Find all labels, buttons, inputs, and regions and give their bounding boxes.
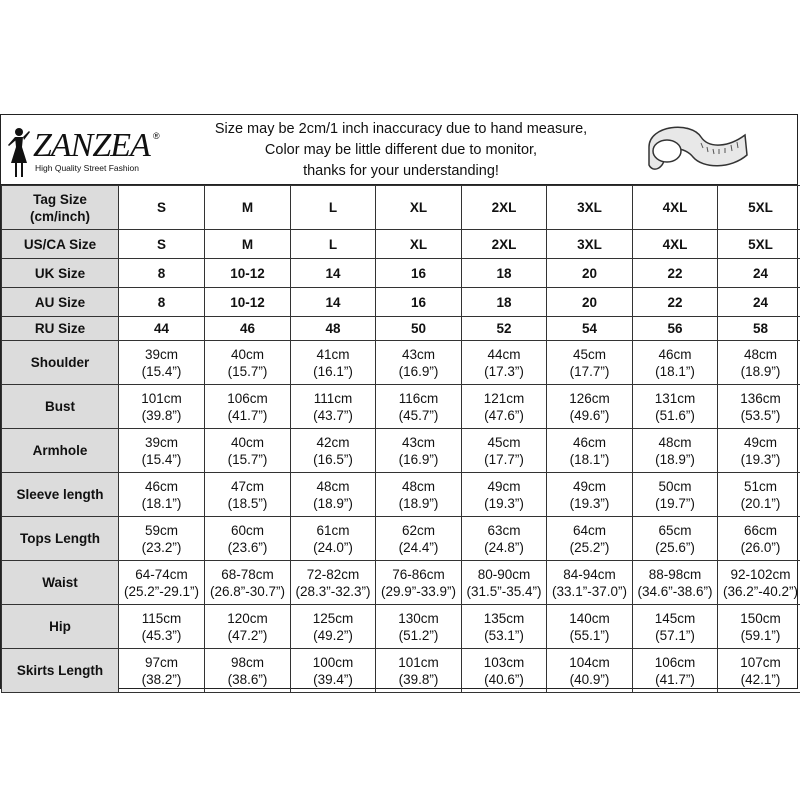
- inch-value: (16.5”): [313, 451, 353, 467]
- size-row: [2, 186, 800, 230]
- cm-value: 65cm: [658, 522, 692, 538]
- size-cell: 18: [462, 288, 547, 317]
- inch-value: (43.7”): [313, 407, 353, 423]
- cm-value: 97cm: [144, 654, 178, 670]
- row-label: Sleeve length: [2, 473, 119, 517]
- measurement-cell: [633, 517, 718, 561]
- size-chart: [0, 114, 798, 689]
- inch-value: (42.1”): [740, 671, 781, 687]
- cm-value: 48cm: [658, 434, 692, 450]
- size-cell: XL: [376, 230, 462, 259]
- measurement-cell: [718, 561, 800, 605]
- cm-value: 106cm: [227, 390, 268, 406]
- cm-value: 61cm: [316, 522, 350, 538]
- measurement-cell: [291, 605, 376, 649]
- inch-value: (18.1”): [655, 363, 695, 379]
- inch-value: (15.7”): [227, 363, 268, 379]
- inch-value: (15.7”): [227, 451, 268, 467]
- cm-value: 103cm: [483, 654, 525, 670]
- inch-value: (23.2”): [141, 539, 182, 555]
- cm-value: 44cm: [487, 346, 521, 362]
- inch-value: (57.1”): [655, 627, 695, 643]
- cm-value: 145cm: [654, 610, 696, 626]
- inch-value: (19.3”): [740, 451, 781, 467]
- cm-value: 101cm: [141, 390, 182, 406]
- measurement-cell: [291, 649, 376, 693]
- inch-value: (26.8”-30.7”): [209, 583, 286, 599]
- inch-value: (18.1”): [569, 451, 610, 467]
- inch-value: (41.7”): [227, 407, 268, 423]
- size-cell: 14: [291, 259, 376, 288]
- cm-value: 72-82cm: [306, 566, 360, 582]
- measurement-cell: [376, 649, 462, 693]
- row-label: [2, 186, 119, 230]
- inch-value: (59.1”): [740, 627, 781, 643]
- inch-value: (49.6”): [569, 407, 610, 423]
- measurement-cell: [718, 429, 800, 473]
- cm-value: 45cm: [572, 346, 606, 362]
- inch-value: (31.5”-35.4”): [466, 583, 542, 599]
- measurement-cell: [119, 561, 205, 605]
- size-cell: 48: [291, 317, 376, 341]
- measurement-cell: [205, 649, 291, 693]
- row-label: UK Size: [2, 259, 119, 288]
- measurement-row: [2, 385, 800, 429]
- cm-value: 84-94cm: [563, 566, 616, 582]
- cm-value: 43cm: [401, 434, 435, 450]
- inch-value: (53.5”): [740, 407, 781, 423]
- size-cell: 50: [376, 317, 462, 341]
- measurement-row: [2, 341, 800, 385]
- inch-value: (49.2”): [313, 627, 353, 643]
- inch-value: (18.9”): [398, 495, 439, 511]
- cm-value: 48cm: [316, 478, 350, 494]
- inch-value: (39.8”): [398, 671, 439, 687]
- size-cell: 2XL: [462, 186, 547, 230]
- inch-value: (17.7”): [569, 363, 610, 379]
- measurement-cell: [205, 429, 291, 473]
- measurement-cell: [718, 473, 800, 517]
- cm-value: 66cm: [743, 522, 777, 538]
- cm-value: 116cm: [398, 390, 439, 406]
- inch-value: (47.6”): [484, 407, 524, 423]
- cm-value: 49cm: [572, 478, 606, 494]
- inch-value: (25.2”): [569, 539, 610, 555]
- cm-value: 46cm: [658, 346, 692, 362]
- measurement-cell: [376, 561, 462, 605]
- size-row: [2, 230, 800, 259]
- inch-value: (33.1”-37.0”): [551, 583, 628, 599]
- size-cell: 46: [205, 317, 291, 341]
- cm-value: 42cm: [316, 434, 350, 450]
- cm-value: 43cm: [401, 346, 435, 362]
- measurement-cell: [119, 605, 205, 649]
- row-label: Bust: [2, 385, 119, 429]
- measurement-cell: [462, 605, 547, 649]
- row-label: RU Size: [2, 317, 119, 341]
- measurement-notice: [206, 119, 596, 182]
- row-label-line: Tag Size: [33, 191, 87, 207]
- measurement-cell: [547, 429, 633, 473]
- size-cell: S: [119, 230, 205, 259]
- inch-value: (17.3”): [484, 363, 524, 379]
- cm-value: 131cm: [654, 390, 696, 406]
- measurement-cell: [547, 649, 633, 693]
- woman-silhouette-icon: [5, 123, 35, 181]
- size-cell: 10-12: [205, 288, 291, 317]
- measurement-row: [2, 429, 800, 473]
- measurement-cell: [205, 341, 291, 385]
- inch-value: (45.3”): [141, 627, 182, 643]
- cm-value: 62cm: [401, 522, 435, 538]
- cm-value: 41cm: [316, 346, 350, 362]
- size-row: [2, 317, 800, 341]
- cm-value: 125cm: [312, 610, 354, 626]
- inch-value: (36.2”-40.2”): [722, 583, 799, 599]
- inch-value: (18.1”): [141, 495, 182, 511]
- size-cell: 54: [547, 317, 633, 341]
- size-cell: 20: [547, 259, 633, 288]
- measurement-cell: [291, 385, 376, 429]
- inch-value: (34.6”-38.6”): [637, 583, 713, 599]
- cm-value: 39cm: [144, 346, 178, 362]
- size-cell: 4XL: [633, 186, 718, 230]
- measurement-cell: [462, 649, 547, 693]
- size-cell: M: [205, 186, 291, 230]
- measurement-cell: [462, 517, 547, 561]
- inch-value: (19.7”): [655, 495, 695, 511]
- inch-value: (28.3”-32.3”): [295, 583, 371, 599]
- measurement-cell: [462, 473, 547, 517]
- cm-value: 126cm: [569, 390, 610, 406]
- size-cell: 8: [119, 288, 205, 317]
- cm-value: 59cm: [144, 522, 178, 538]
- cm-value: 136cm: [740, 390, 781, 406]
- cm-value: 40cm: [230, 434, 264, 450]
- measurement-cell: [119, 649, 205, 693]
- inch-value: (39.8”): [141, 407, 182, 423]
- inch-value: (15.4”): [141, 451, 182, 467]
- measurement-cell: [547, 341, 633, 385]
- size-cell: 56: [633, 317, 718, 341]
- size-cell: L: [291, 186, 376, 230]
- inch-value: (18.9”): [313, 495, 353, 511]
- size-cell: 16: [376, 259, 462, 288]
- measurement-cell: [462, 385, 547, 429]
- size-cell: S: [119, 186, 205, 230]
- cm-value: 135cm: [483, 610, 525, 626]
- size-row: [2, 259, 800, 288]
- cm-value: 39cm: [144, 434, 178, 450]
- measurement-cell: [718, 385, 800, 429]
- cm-value: 63cm: [487, 522, 521, 538]
- size-cell: 2XL: [462, 230, 547, 259]
- measurement-cell: [718, 517, 800, 561]
- measurement-cell: [462, 341, 547, 385]
- inch-value: (19.3”): [484, 495, 524, 511]
- cm-value: 111cm: [313, 390, 353, 406]
- measurement-cell: [718, 605, 800, 649]
- inch-value: (17.7”): [484, 451, 524, 467]
- measurement-cell: [205, 561, 291, 605]
- inch-value: (29.9”-33.9”): [380, 583, 457, 599]
- measurement-cell: [633, 429, 718, 473]
- measurement-cell: [633, 341, 718, 385]
- cm-value: 68-78cm: [221, 566, 274, 582]
- inch-value: (20.1”): [740, 495, 781, 511]
- row-label: Skirts Length: [2, 649, 119, 693]
- size-table: [1, 185, 800, 693]
- measurement-cell: [718, 341, 800, 385]
- inch-value: (19.3”): [569, 495, 610, 511]
- measurement-cell: [376, 385, 462, 429]
- measurement-cell: [718, 649, 800, 693]
- measurement-cell: [547, 517, 633, 561]
- measurement-cell: [547, 605, 633, 649]
- row-label: Hip: [2, 605, 119, 649]
- measurement-cell: [291, 561, 376, 605]
- row-label: Waist: [2, 561, 119, 605]
- cm-value: 104cm: [569, 654, 610, 670]
- inch-value: (24.4”): [398, 539, 439, 555]
- row-label: Armhole: [2, 429, 119, 473]
- row-label: AU Size: [2, 288, 119, 317]
- size-cell: 16: [376, 288, 462, 317]
- cm-value: 47cm: [230, 478, 264, 494]
- measurement-row: [2, 473, 800, 517]
- measurement-cell: [205, 517, 291, 561]
- inch-value: (25.2”-29.1”): [123, 583, 200, 599]
- cm-value: 45cm: [487, 434, 521, 450]
- size-row: [2, 288, 800, 317]
- brand-logo: [5, 123, 205, 181]
- measurement-rows: [2, 341, 800, 693]
- measurement-cell: [633, 605, 718, 649]
- inch-value: (15.4”): [141, 363, 182, 379]
- size-cell: 4XL: [633, 230, 718, 259]
- measurement-cell: [119, 385, 205, 429]
- notice-line: Color may be little different due to monitor,: [264, 142, 538, 158]
- measurement-cell: [205, 473, 291, 517]
- inch-value: (16.1”): [313, 363, 353, 379]
- cm-value: 64-74cm: [135, 566, 188, 582]
- measurement-cell: [547, 473, 633, 517]
- size-cell: 52: [462, 317, 547, 341]
- row-label: US/CA Size: [2, 230, 119, 259]
- measurement-cell: [291, 473, 376, 517]
- chart-header: [1, 115, 797, 185]
- cm-value: 130cm: [398, 610, 439, 626]
- cm-value: 106cm: [654, 654, 696, 670]
- measurement-cell: [119, 341, 205, 385]
- measurement-cell: [633, 561, 718, 605]
- cm-value: 46cm: [144, 478, 178, 494]
- cm-value: 49cm: [487, 478, 521, 494]
- cm-value: 88-98cm: [648, 566, 702, 582]
- inch-value: (53.1”): [484, 627, 524, 643]
- measurement-cell: [291, 517, 376, 561]
- measurement-row: [2, 517, 800, 561]
- inch-value: (16.9”): [398, 451, 439, 467]
- measurement-cell: [462, 429, 547, 473]
- measurement-cell: [376, 341, 462, 385]
- size-cell: 20: [547, 288, 633, 317]
- measurement-cell: [547, 561, 633, 605]
- size-cell: 22: [633, 288, 718, 317]
- inch-value: (47.2”): [227, 627, 268, 643]
- size-cell: M: [205, 230, 291, 259]
- cm-value: 40cm: [230, 346, 264, 362]
- brand-tagline: High Quality Street Fashion: [35, 163, 139, 173]
- measurement-cell: [462, 561, 547, 605]
- cm-value: 76-86cm: [392, 566, 445, 582]
- inch-value: (55.1”): [569, 627, 610, 643]
- inch-value: (40.9”): [569, 671, 610, 687]
- notice-line: thanks for your understanding!: [303, 163, 499, 179]
- cm-value: 92-102cm: [730, 566, 791, 582]
- measurement-cell: [119, 517, 205, 561]
- size-cell: 3XL: [547, 230, 633, 259]
- row-label: Tops Length: [2, 517, 119, 561]
- cm-value: 50cm: [658, 478, 692, 494]
- cm-value: 101cm: [398, 654, 439, 670]
- cm-value: 48cm: [743, 346, 777, 362]
- cm-value: 64cm: [572, 522, 606, 538]
- size-cell: 24: [718, 259, 800, 288]
- notice-line: Size may be 2cm/1 inch inaccuracy due to hand measure,: [214, 121, 588, 137]
- cm-value: 140cm: [569, 610, 610, 626]
- cm-value: 115cm: [141, 610, 182, 626]
- inch-value: (23.6”): [227, 539, 268, 555]
- cm-value: 46cm: [572, 434, 606, 450]
- inch-value: (18.9”): [740, 363, 781, 379]
- measurement-cell: [376, 517, 462, 561]
- row-label: Shoulder: [2, 341, 119, 385]
- cm-value: 51cm: [743, 478, 777, 494]
- measurement-row: [2, 561, 800, 605]
- inch-value: (38.6”): [227, 671, 268, 687]
- size-cell: 8: [119, 259, 205, 288]
- size-cell: 3XL: [547, 186, 633, 230]
- cm-value: 98cm: [230, 654, 264, 670]
- cm-value: 150cm: [740, 610, 781, 626]
- measurement-cell: [119, 473, 205, 517]
- cm-value: 49cm: [743, 434, 777, 450]
- cm-value: 48cm: [401, 478, 435, 494]
- cm-value: 80-90cm: [477, 566, 531, 582]
- inch-value: (45.7”): [398, 407, 439, 423]
- size-cell: XL: [376, 186, 462, 230]
- size-cell: 10-12: [205, 259, 291, 288]
- inch-value: (24.8”): [484, 539, 524, 555]
- measurement-cell: [205, 385, 291, 429]
- measurement-cell: [633, 649, 718, 693]
- measurement-cell: [119, 429, 205, 473]
- measurement-cell: [376, 605, 462, 649]
- size-cell: 14: [291, 288, 376, 317]
- size-cell: 5XL: [718, 230, 800, 259]
- size-cell: 22: [633, 259, 718, 288]
- cm-value: 121cm: [483, 390, 525, 406]
- measurement-cell: [547, 385, 633, 429]
- measurement-cell: [633, 473, 718, 517]
- measurement-cell: [291, 429, 376, 473]
- inch-value: (39.4”): [313, 671, 353, 687]
- row-label-line: (cm/inch): [29, 208, 90, 224]
- inch-value: (18.9”): [655, 451, 695, 467]
- inch-value: (26.0”): [740, 539, 781, 555]
- measurement-cell: [633, 385, 718, 429]
- inch-value: (25.6”): [655, 539, 695, 555]
- size-cell: 44: [119, 317, 205, 341]
- registered-mark: ®: [153, 131, 160, 141]
- measurement-cell: [205, 605, 291, 649]
- size-cell: 24: [718, 288, 800, 317]
- inch-value: (40.6”): [484, 671, 524, 687]
- measurement-cell: [376, 473, 462, 517]
- inch-value: (41.7”): [655, 671, 695, 687]
- inch-value: (51.2”): [398, 627, 439, 643]
- size-cell: 5XL: [718, 186, 800, 230]
- cm-value: 100cm: [312, 654, 354, 670]
- size-rows: [2, 186, 800, 341]
- inch-value: (51.6”): [655, 407, 695, 423]
- size-cell: L: [291, 230, 376, 259]
- inch-value: (18.5”): [227, 495, 268, 511]
- size-cell: 18: [462, 259, 547, 288]
- cm-value: 120cm: [227, 610, 268, 626]
- inch-value: (38.2”): [141, 671, 182, 687]
- measuring-tape-icon: [641, 117, 751, 183]
- inch-value: (24.0”): [313, 539, 353, 555]
- size-cell: 58: [718, 317, 800, 341]
- measurement-row: [2, 605, 800, 649]
- measurement-cell: [376, 429, 462, 473]
- cm-value: 107cm: [740, 654, 781, 670]
- cm-value: 60cm: [230, 522, 264, 538]
- measurement-row: [2, 649, 800, 693]
- brand-name: ZANZEA: [33, 127, 150, 164]
- inch-value: (16.9”): [398, 363, 439, 379]
- measurement-cell: [291, 341, 376, 385]
